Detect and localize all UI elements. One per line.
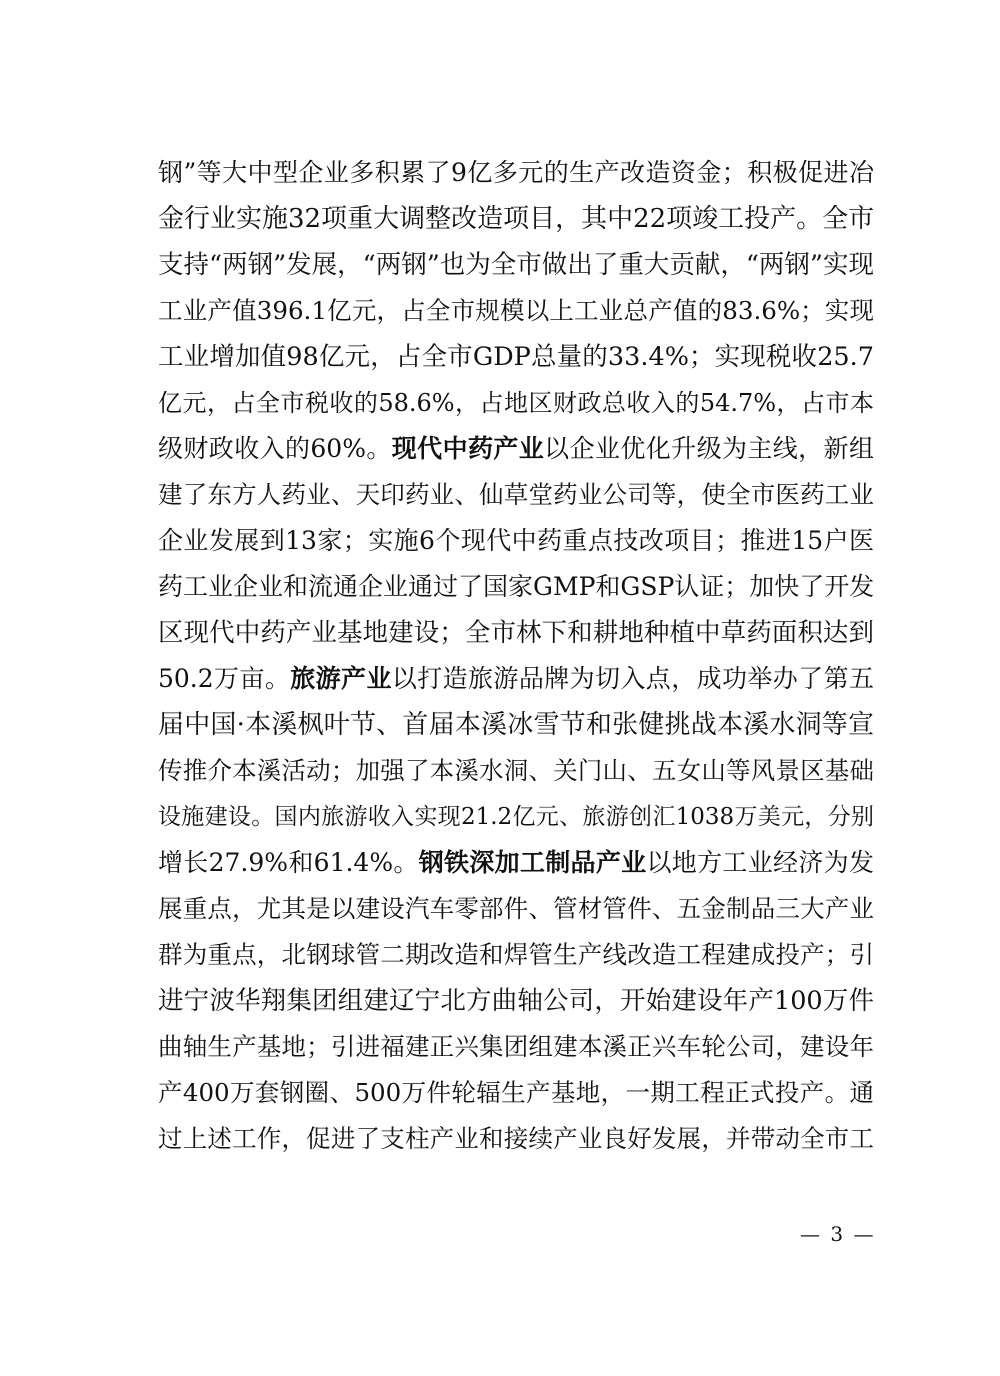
line-text: 过上述工作，促进了支柱产业和接续产业良好发展，并带动全市工 <box>158 1124 874 1153</box>
bold-heading-text: 钢铁深加工制品产业 <box>418 848 647 877</box>
text-line <box>158 656 874 702</box>
text-line <box>158 978 874 1024</box>
line-text: 企业发展到13家；实施6个现代中药重点技改项目；推进15户医 <box>158 526 874 555</box>
line-text: 群为重点，北钢球管二期改造和焊管生产线改造工程建成投产；引 <box>158 940 874 969</box>
line-text: 亿元，占全市税收的58.6%，占地区财政总收入的54.7%，占市本 <box>158 389 874 417</box>
text-line <box>158 794 874 840</box>
line-text: 区现代中药产业基地建设；全市林下和耕地种植中草药面积达到 <box>158 618 874 648</box>
line-text: 以地方工业经济为发 <box>646 848 874 877</box>
text-line <box>158 1024 874 1070</box>
body-text <box>158 150 874 1162</box>
line-text: 钢”等大中型企业多积累了9亿多元的生产改造资金；积极促进冶 <box>158 158 874 187</box>
line-text: 届中国·本溪枫叶节、首届本溪冰雪节和张健挑战本溪水洞等宣 <box>158 710 874 740</box>
text-line <box>158 1116 874 1162</box>
line-text: 以企业优化升级为主线，新组 <box>544 434 874 463</box>
line-text: 进宁波华翔集团组建辽宁北方曲轴公司，开始建设年产100万件 <box>158 986 874 1016</box>
text-line <box>158 380 874 426</box>
bold-heading-text: 旅游产业 <box>290 664 392 693</box>
text-line <box>158 518 874 564</box>
line-text: 工业产值396.1亿元，占全市规模以上工业总产值的83.6%；实现 <box>158 296 874 325</box>
text-line <box>158 334 874 380</box>
line-text: 工业增加值98亿元，占全市GDP总量的33.4%；实现税收25.7 <box>158 342 874 372</box>
line-text: 产400万套钢圈、500万件轮辐生产基地，一期工程正式投产。通 <box>158 1078 874 1107</box>
line-text: 建了东方人药业、天印药业、仙草堂药业公司等，使全市医药工业 <box>158 480 874 509</box>
line-text: 增长27.9%和61.4%。 <box>158 848 419 877</box>
text-line <box>158 242 874 288</box>
line-text: 展重点，尤其是以建设汽车零部件、管材管件、五金制品三大产业 <box>158 894 874 923</box>
text-line <box>158 472 874 518</box>
text-line <box>158 150 874 196</box>
text-line <box>158 288 874 334</box>
bold-heading-text: 现代中药产业 <box>391 434 545 463</box>
text-line <box>158 886 874 932</box>
line-text: 药工业企业和流通企业通过了国家GMP和GSP认证；加快了开发 <box>158 572 875 601</box>
line-text: 设施建设。国内旅游收入实现21.2亿元、旅游创汇1038万美元，分别 <box>158 804 874 830</box>
line-text: 50.2万亩。 <box>158 664 291 693</box>
text-line <box>158 1070 874 1116</box>
text-line <box>158 564 874 610</box>
text-line <box>158 840 874 886</box>
text-line <box>158 610 874 656</box>
line-text: 传推介本溪活动；加强了本溪水洞、关门山、五女山等风景区基础 <box>158 756 874 785</box>
line-text: 金行业实施32项重大调整改造项目，其中22项竣工投产。全市 <box>158 204 875 234</box>
page-number: — 3 — <box>800 1222 876 1246</box>
text-line <box>158 426 874 472</box>
text-line <box>158 196 874 242</box>
line-text: 曲轴生产基地；引进福建正兴集团组建本溪正兴车轮公司，建设年 <box>158 1032 874 1061</box>
text-line <box>158 702 874 748</box>
text-line <box>158 932 874 978</box>
text-line <box>158 748 874 794</box>
line-text: 以打造旅游品牌为切入点，成功举办了第五 <box>391 664 874 693</box>
line-text: 支持“两钢”发展，“两钢”也为全市做出了重大贡献，“两钢”实现 <box>158 250 874 280</box>
line-text: 级财政收入的60%。 <box>158 434 392 463</box>
